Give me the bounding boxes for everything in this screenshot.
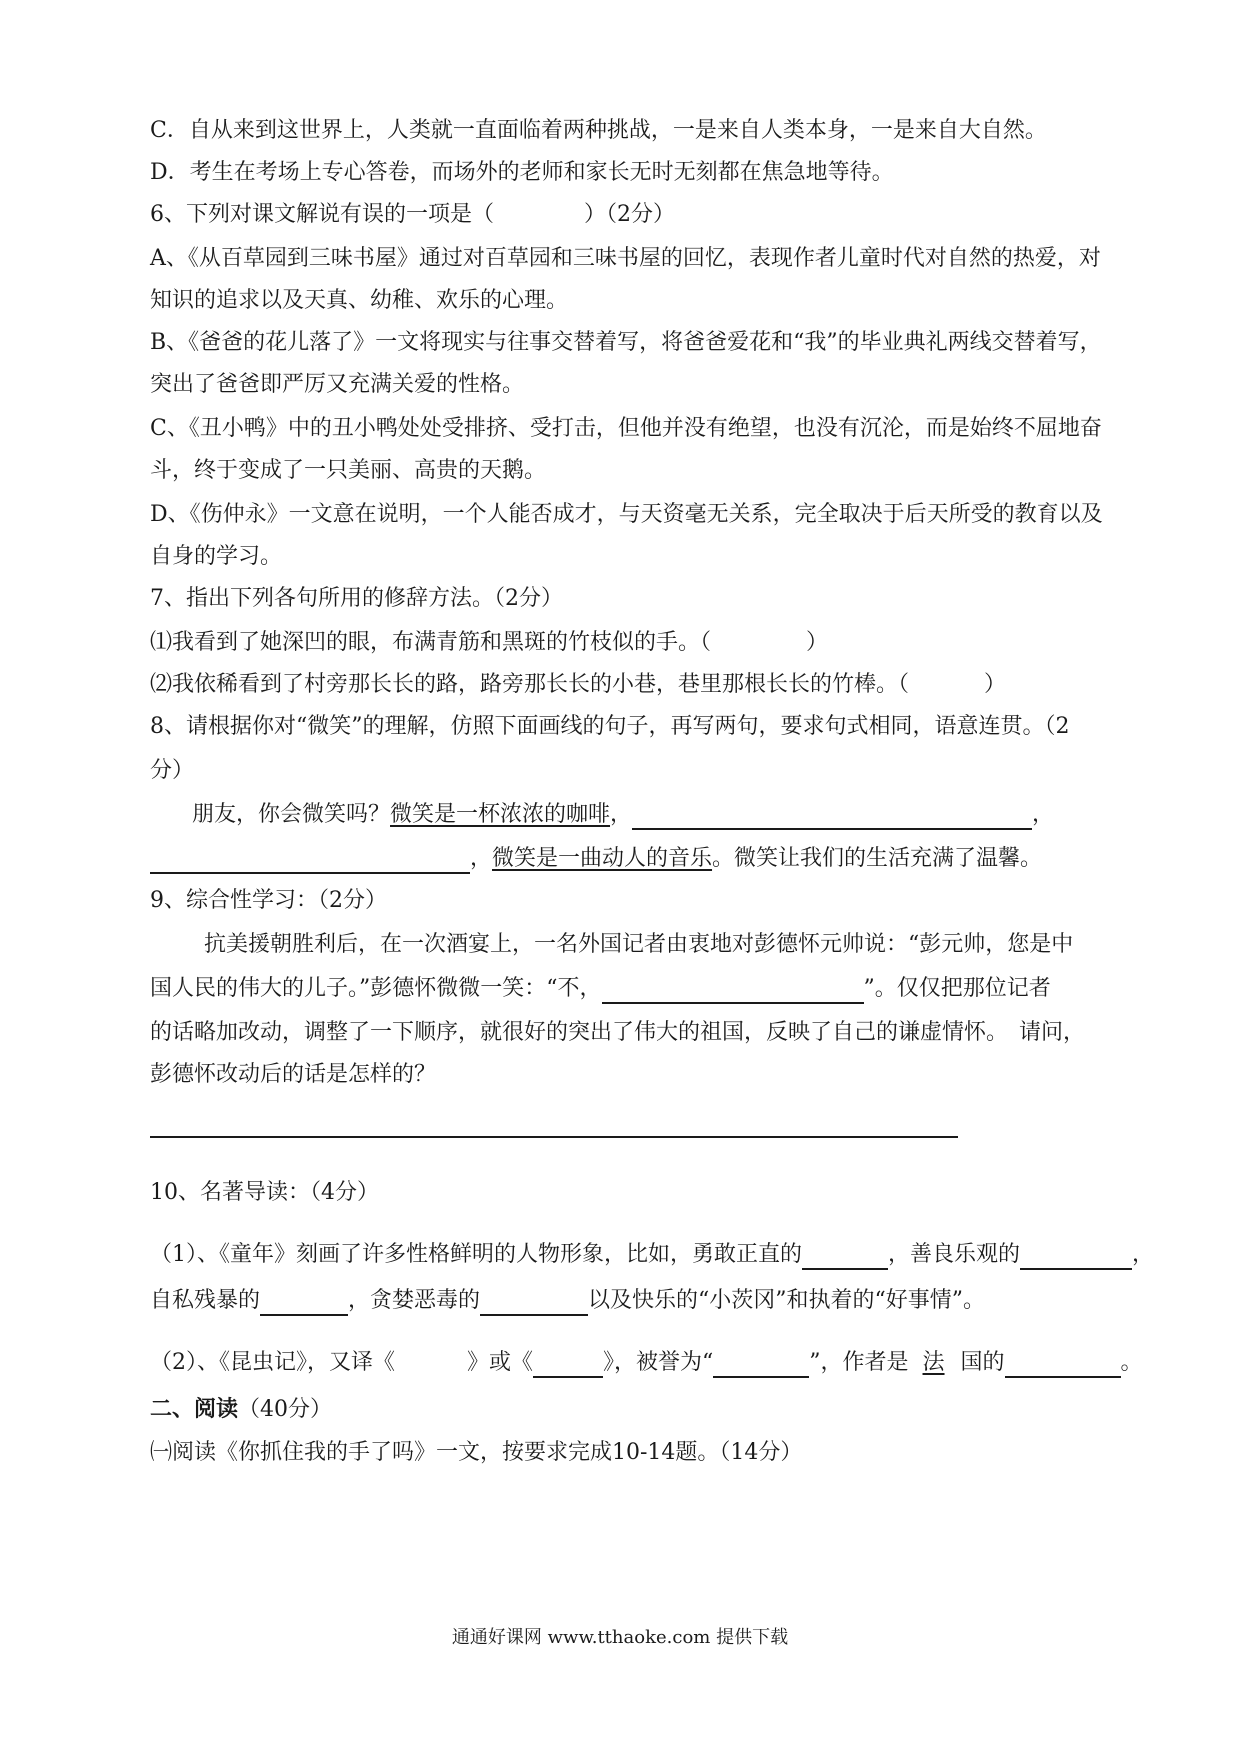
section-2-instruction: ㈠阅读《你抓住我的手了吗》一文，按要求完成10-14题。（14分） [150, 1440, 803, 1465]
q10-blank-greedy[interactable] [480, 1290, 588, 1316]
q8-underlined-model-2: 微笑是一曲动人的音乐 [492, 846, 713, 871]
q6-option-c-line1: C、《丑小鸭》中的丑小鸭处处受排挤、受打击，但他并没有绝望，也没有沉沦，而是始终不屈地奋 [150, 416, 1102, 441]
q6-option-b-line1: B、《爸爸的花儿落了》一文将现实与往事交替着写，将爸爸爱花和“我”的毕业典礼两线交替着写， [150, 330, 1102, 355]
q9-stem: 9、综合性学习：（2分） [150, 888, 387, 913]
q10-blank-honor[interactable] [713, 1352, 809, 1378]
q9-passage-line3: 的话略加改动，调整了一下顺序，就很好的突出了伟大的祖国，反映了自己的谦虚情怀。 请问， [150, 1020, 1086, 1045]
footer-watermark: 通通好课网 www.tthaoke.com 提供下载 [451, 1627, 789, 1648]
q10-item-1-line1: （1）、《童年》刻画了许多性格鲜明的人物形象，比如，勇敢正直的 ，善良乐观的 ， [150, 1240, 1154, 1270]
q9-inline-blank[interactable] [602, 978, 864, 1004]
q6-option-b-line2: 突出了爸爸即严厉又充满关爱的性格。 [150, 372, 525, 397]
q10-item-1-line2: 自私残暴的 ，贪婪恶毒的 以及快乐的“小茨冈”和执着的“好事情”。 [150, 1286, 985, 1316]
q8-answer-blank-1[interactable] [632, 804, 1032, 830]
q9-passage-line1: 抗美援朝胜利后，在一次酒宴上，一名外国记者由衷地对彭德怀元帅说：“彭元帅，您是中 [204, 932, 1074, 957]
q10-blank-author[interactable] [1005, 1352, 1121, 1378]
q8-stem-line1: 8、请根据你对“微笑”的理解，仿照下面画线的句子，再写两句，要求句式相同，语意连贯。（2 [150, 714, 1070, 739]
q9-answer-line[interactable] [150, 1136, 958, 1138]
q5-option-d: D．考生在考场上专心答卷，而场外的老师和家长无时无刻都在焦急地等待。 [150, 160, 894, 185]
q6-option-a-line2: 知识的追求以及天真、幼稚、欢乐的心理。 [150, 288, 569, 313]
q10-blank-kind[interactable] [1020, 1244, 1132, 1270]
q8-underlined-model-1: 微笑是一杯浓浓的咖啡 [390, 802, 611, 827]
q8-example-line1: 朋友，你会微笑吗？微笑是一杯浓浓的咖啡， ， [192, 800, 1054, 830]
q7-stem: 7、指出下列各句所用的修辞方法。（2分） [150, 586, 563, 611]
q6-option-d-line1: D、《伤仲永》一文意在说明，一个人能否成才，与天资毫无关系，完全取决于后天所受的教育以及 [150, 502, 1103, 527]
q10-blank-title-2[interactable] [533, 1352, 603, 1378]
q9-passage-line2: 国人民的伟大的儿子。”彭德怀微微一笑：“不， ”。仅仅把那位记者 [150, 974, 1051, 1004]
q5-option-c: C．自从来到这世界上，人类就一直面临着两种挑战，一是来自人类本身，一是来自大自然。 [150, 118, 1047, 143]
q7-sentence-1: ⑴我看到了她深凹的眼，布满青筋和黑斑的竹枝似的手。（ ） [150, 630, 829, 655]
q7-sentence-2: ⑵我依稀看到了村旁那长长的路，路旁那长长的小巷，巷里那根长长的竹棒。（ ） [150, 672, 1007, 697]
section-2-heading: 二、阅读（40分） [150, 1396, 333, 1422]
q10-stem: 10、名著导读：（4分） [150, 1180, 379, 1205]
q10-item-2: （2）、《昆虫记》，又译《 》或《 》，被誉为“ ”，作者是 法 国的 。 [150, 1348, 1143, 1378]
q6-option-d-line2: 自身的学习。 [150, 544, 283, 569]
q10-blank-selfish[interactable] [260, 1290, 348, 1316]
q8-stem-line2: 分） [150, 758, 195, 783]
q6-option-a-line1: A、《从百草园到三味书屋》通过对百草园和三味书屋的回忆，表现作者儿童时代对自然的热爱，对 [150, 246, 1101, 271]
q10-country: 法 [922, 1350, 945, 1375]
q9-passage-line4: 彭德怀改动后的话是怎样的？ [150, 1062, 437, 1087]
q6-stem: 6、下列对课文解说有误的一项是（ ）（2分） [150, 202, 675, 227]
q10-blank-brave[interactable] [802, 1244, 888, 1270]
q6-option-c-line2: 斗，终于变成了一只美丽、高贵的天鹅。 [150, 458, 547, 483]
q8-example-line2: ，微笑是一曲动人的音乐。微笑让我们的生活充满了温馨。 [150, 844, 1042, 874]
q8-answer-blank-2[interactable] [150, 848, 470, 874]
